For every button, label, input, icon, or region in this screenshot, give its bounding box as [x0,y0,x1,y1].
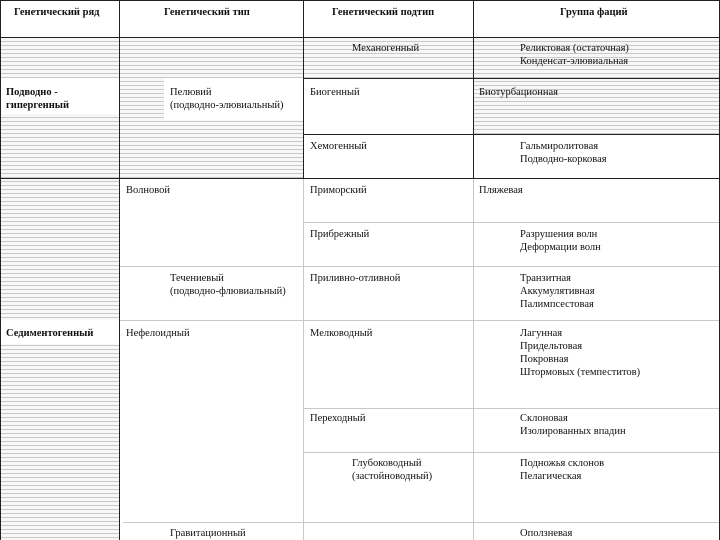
facies-transit: Транзитная [520,273,572,284]
facies-isolated-depressions: Изолированных впадин [520,426,626,437]
facies-storm: Штормовых (темпеститов) [520,367,641,378]
facies-mech-relict: Реликтовая (остаточная) [520,43,629,54]
facies-beach: Пляжевая [479,185,523,196]
facies-lagoon: Лагунная [520,328,563,339]
type-wave: Волновой [126,185,170,196]
type-nepheloid: Нефелоидный [126,328,190,339]
header-genetic-series: Генетический ряд [14,7,100,18]
series-sedimentogenic: Седиментогенный [6,328,94,339]
facies-prodelta: Придельтовая [520,341,583,352]
border-line [0,0,1,540]
subtype-transitional: Переходный [310,413,366,424]
border-line [303,78,720,79]
series-subaqueous-hypergenic: Подводно - гипергенный [6,87,70,111]
facies-landslide: Оползневая [520,528,573,539]
subtype-shallow: Мелководный [310,328,373,339]
border-line [303,0,304,178]
grid-line [303,266,720,267]
facies-wave-deformation: Деформации волн [520,242,601,253]
facies-slope: Склоновая [520,413,568,424]
facies-slope-foot: Подножья склонов [520,458,605,469]
type-gravitational: Гравитационный [170,528,246,539]
subtype-chemogenic: Хемогенный [310,141,367,152]
grid-line [303,222,720,223]
type-current: Течениевый [170,273,224,284]
facies-mech-condensate: Конденсат-элювиальная [520,56,629,67]
grid-line [303,178,304,540]
type-pelluvial: Пелювий [170,87,212,98]
header-genetic-subtype: Генетический подтип [332,7,435,18]
facies-chem-halmyrolytic: Гальмиролитовая [520,141,599,152]
type-pelluvial-note: (подводно-элювиальный) [170,100,284,111]
border-line [0,37,720,38]
subtype-seaside: Приморский [310,185,367,196]
border-line [303,134,720,135]
grid-line [119,266,303,267]
facies-palimpsest: Палимпсестовая [520,299,594,310]
facies-wave-destruction: Разрушения волн [520,229,598,240]
subtype-biogenic: Биогенный [310,87,360,98]
grid-line [303,452,720,453]
facies-accumulative: Аккумулятивная [520,286,595,297]
border-line [119,0,120,540]
hatch-series-bottom [0,178,119,540]
subtype-mechanogenic: Механогенный [352,43,420,54]
facies-chem-crust: Подводно-корковая [520,154,607,165]
type-current-note: (подводно-флювиальный) [170,286,286,297]
facies-cover: Покровная [520,354,569,365]
subtype-nearshore: Прибрежный [310,229,370,240]
border-line [0,0,720,1]
subtype-deepwater: Глубоководный [352,458,422,469]
panel-lower [119,178,720,540]
facies-pelagic: Пелагическая [520,471,582,482]
grid-line [303,408,720,409]
header-facies-group: Группа фаций [560,7,628,18]
grid-line [473,178,474,540]
grid-line [123,522,720,523]
border-line [0,178,720,179]
subtype-tidal: Приливно-отливной [310,273,401,284]
facies-bioturbation: Биотурбационная [479,87,558,98]
header-genetic-type: Генетический тип [164,7,250,18]
grid-line [119,320,720,321]
subtype-deepwater-note: (застойноводный) [352,471,433,482]
border-line [473,0,474,178]
